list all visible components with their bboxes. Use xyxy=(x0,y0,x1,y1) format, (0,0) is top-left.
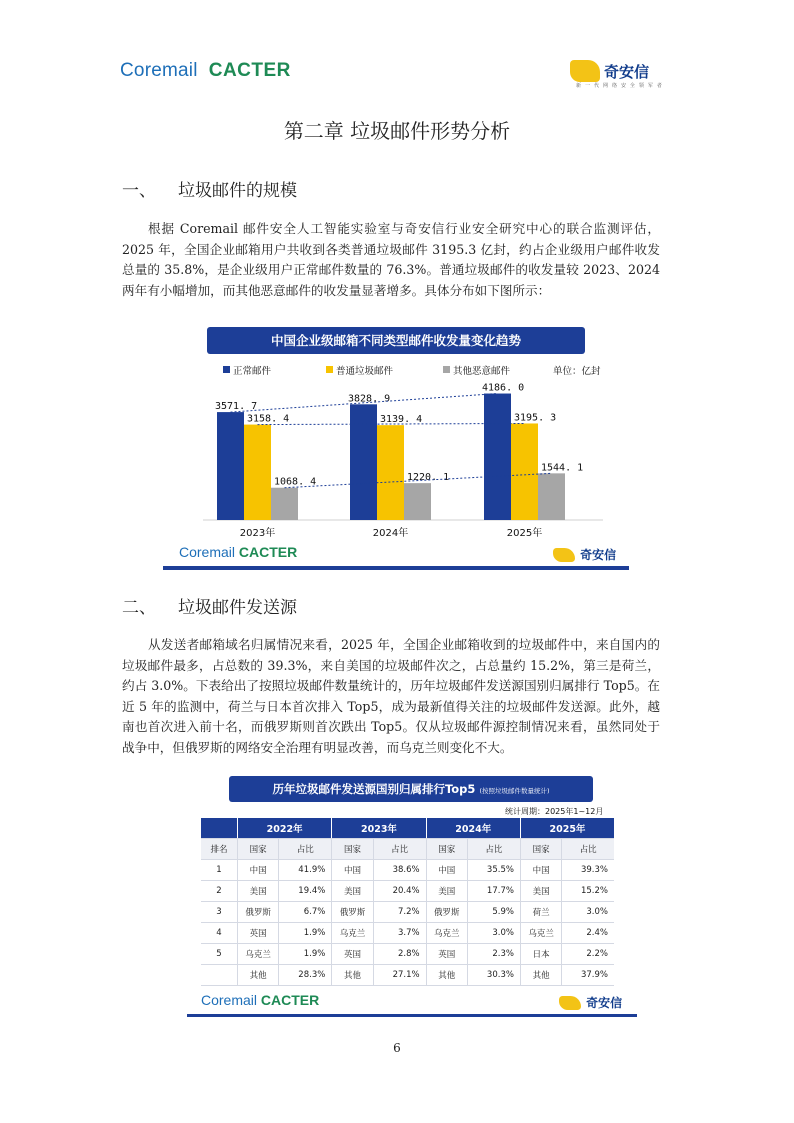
chart-footer-qax-icon xyxy=(553,548,575,562)
bar-0-1 xyxy=(350,404,377,520)
cacter-logo: CACTER xyxy=(208,60,291,81)
rank-cell: 5 xyxy=(201,944,238,965)
top5-table xyxy=(201,818,614,986)
rank-cell xyxy=(201,965,238,986)
x-tick-label: 2025年 xyxy=(506,528,543,539)
share-header: 占比 xyxy=(467,839,520,860)
section-1-heading xyxy=(122,176,297,201)
section-2-paragraph: 从发送者邮箱域名归属情况来看，2025 年，全国企业邮箱收到的垃圾邮件中，来自国内的垃圾邮件最多，占总数的 39.3%，来自美国的垃圾邮件次之，占总量约 15.2%，第三是荷兰，约占 3.0%。下表给出了按照垃圾邮件数量统计的，历年垃圾邮件发送源国别归属排行 Top5。在近 5 年的监测中，荷兰与日本首次排入 Top5，成为最新值得关注的垃圾邮件发送源。此外，越南也首次进入前十名，而俄罗斯则首次跌出 Top5。仅从垃圾邮件源控制情况来看，虽然同处于战争中，但俄罗斯的网络安全治理有明显改善，而乌克兰则变化不大。 xyxy=(122,637,660,755)
year-header: 2022年 xyxy=(238,818,332,839)
qax-tagline: 新 一 代 网 络 安 全 领 军 者 xyxy=(576,83,664,89)
share-cell: 5.9% xyxy=(467,902,520,923)
section-1-paragraph: 根据 Coremail 邮件安全人工智能实验室与奇安信行业安全研究中心的联合监测评估，2025 年，全国企业邮箱用户共收到各类普通垃圾邮件 3195.3 亿封，约占企业级用户邮件收发总量的 35.8%，是企业级用户正常邮件数量的 76.3%。普通垃圾邮件的收发量较 2023、2024 两年有小幅增加，而其他恶意邮件的收发量显著增多。具体分布如下图所示： xyxy=(122,221,660,298)
section-2-number: 二、 xyxy=(122,598,156,618)
table-row xyxy=(201,860,614,881)
country-cell: 中国 xyxy=(238,860,279,881)
qax-mascot-icon xyxy=(570,60,600,82)
table-row xyxy=(201,881,614,902)
data-label: 4186. 0 xyxy=(482,382,525,394)
share-cell: 1.9% xyxy=(279,944,332,965)
x-tick-label: 2023年 xyxy=(239,528,276,539)
country-cell: 美国 xyxy=(520,881,561,902)
data-label: 1544. 1 xyxy=(541,462,584,474)
bar-0-2 xyxy=(484,394,511,520)
share-cell: 15.2% xyxy=(562,881,614,902)
table-title-note: (按照垃圾邮件数量统计) xyxy=(479,787,550,795)
data-label: 3139. 4 xyxy=(380,414,423,426)
bar-1-2 xyxy=(511,423,538,520)
share-cell: 30.3% xyxy=(467,965,520,986)
table-card xyxy=(187,772,637,1018)
share-cell: 35.5% xyxy=(467,860,520,881)
legend-swatch-normal xyxy=(223,366,230,373)
share-cell: 2.8% xyxy=(373,944,426,965)
qax-logo-text: 奇安信 xyxy=(604,63,650,81)
country-cell: 美国 xyxy=(238,881,279,902)
year-header: 2023年 xyxy=(332,818,426,839)
share-cell: 19.4% xyxy=(279,881,332,902)
share-cell: 2.3% xyxy=(467,944,520,965)
share-cell: 3.0% xyxy=(467,923,520,944)
table-row xyxy=(201,965,614,986)
country-cell: 俄罗斯 xyxy=(332,902,373,923)
share-cell: 37.9% xyxy=(562,965,614,986)
country-cell: 英国 xyxy=(238,923,279,944)
legend-swatch-spam xyxy=(326,366,333,373)
chart-footer-coremail: Coremail xyxy=(179,544,236,560)
country-cell: 乌克兰 xyxy=(238,944,279,965)
table-row xyxy=(201,923,614,944)
country-header: 国家 xyxy=(238,839,279,860)
chart-title: 中国企业级邮箱不同类型邮件收发量变化趋势 xyxy=(207,327,585,354)
data-label: 3195. 3 xyxy=(514,412,557,424)
country-cell: 英国 xyxy=(426,944,467,965)
country-cell: 美国 xyxy=(332,881,373,902)
section-2-heading xyxy=(122,593,297,618)
country-cell: 俄罗斯 xyxy=(238,902,279,923)
share-cell: 27.1% xyxy=(373,965,426,986)
country-cell: 日本 xyxy=(520,944,561,965)
bar-2-2 xyxy=(538,473,565,520)
country-cell: 乌克兰 xyxy=(426,923,467,944)
country-cell: 美国 xyxy=(426,881,467,902)
country-header: 国家 xyxy=(520,839,561,860)
x-tick-label: 2024年 xyxy=(372,528,409,539)
country-cell: 乌克兰 xyxy=(332,923,373,944)
share-header: 占比 xyxy=(279,839,332,860)
table-footer-qax xyxy=(559,992,622,1011)
chart-footer-qax xyxy=(553,544,616,563)
rank-cell: 1 xyxy=(201,860,238,881)
chart-footer-strip xyxy=(163,566,629,570)
country-cell: 俄罗斯 xyxy=(426,902,467,923)
section-2-title: 垃圾邮件发送源 xyxy=(178,598,297,618)
rank-header: 排名 xyxy=(201,839,238,860)
table-footer-qax-icon xyxy=(559,996,581,1010)
share-header: 占比 xyxy=(373,839,426,860)
country-cell: 其他 xyxy=(426,965,467,986)
data-label: 3571. 7 xyxy=(215,401,258,413)
chart-footer-cacter: CACTER xyxy=(238,544,298,560)
rank-cell: 2 xyxy=(201,881,238,902)
page-number: 6 xyxy=(393,1041,401,1055)
country-cell: 乌克兰 xyxy=(520,923,561,944)
country-cell: 英国 xyxy=(332,944,373,965)
header-brand-right xyxy=(570,58,670,90)
chart-unit: 单位：亿封 xyxy=(553,366,601,377)
table-footer-brand xyxy=(201,992,319,1008)
share-cell: 6.7% xyxy=(279,902,332,923)
chart-footer-qax-text: 奇安信 xyxy=(580,548,617,562)
data-label: 3158. 4 xyxy=(247,413,290,425)
legend-label-spam: 普通垃圾邮件 xyxy=(336,366,394,377)
table-title: 历年垃圾邮件发送源国别归属排行Top5 xyxy=(272,782,476,796)
legend-swatch-malicious xyxy=(443,366,450,373)
share-cell: 39.3% xyxy=(562,860,614,881)
section-1-number: 一、 xyxy=(122,181,156,201)
share-header: 占比 xyxy=(562,839,614,860)
country-cell: 其他 xyxy=(520,965,561,986)
share-cell: 3.0% xyxy=(562,902,614,923)
bar-0-0 xyxy=(217,412,244,520)
table-period: 统计周期：2025年1~12月 xyxy=(505,807,604,816)
table-column-header-row xyxy=(201,839,614,860)
share-cell: 3.7% xyxy=(373,923,426,944)
rank-cell: 4 xyxy=(201,923,238,944)
chart-card xyxy=(163,322,629,570)
country-cell: 其他 xyxy=(238,965,279,986)
share-cell: 2.2% xyxy=(562,944,614,965)
table-footer-cacter: CACTER xyxy=(260,992,320,1008)
country-cell: 中国 xyxy=(332,860,373,881)
bar-1-1 xyxy=(377,425,404,520)
bar-2-1 xyxy=(404,483,431,520)
data-label: 1220. 1 xyxy=(407,472,450,484)
table-year-row xyxy=(201,818,614,839)
country-header: 国家 xyxy=(332,839,373,860)
table-footer-qax-text: 奇安信 xyxy=(586,996,623,1010)
table-footer-coremail: Coremail xyxy=(201,992,258,1008)
legend-label-malicious: 其他恶意邮件 xyxy=(453,366,511,377)
section-1-title: 垃圾邮件的规模 xyxy=(178,181,297,201)
share-cell: 38.6% xyxy=(373,860,426,881)
chapter-title: 第二章 垃圾邮件形势分析 xyxy=(283,119,511,143)
rank-cell: 3 xyxy=(201,902,238,923)
table-row xyxy=(201,902,614,923)
table-title-bar xyxy=(229,776,593,802)
share-cell: 7.2% xyxy=(373,902,426,923)
coremail-logo: Coremail xyxy=(120,60,198,81)
table-row xyxy=(201,944,614,965)
table-footer-strip xyxy=(187,1014,637,1017)
bar-chart xyxy=(163,378,629,548)
bar-1-0 xyxy=(244,425,271,520)
country-cell: 荷兰 xyxy=(520,902,561,923)
header-brand-left xyxy=(120,60,291,82)
country-header: 国家 xyxy=(426,839,467,860)
country-cell: 中国 xyxy=(520,860,561,881)
data-label: 3828. 9 xyxy=(348,393,391,405)
legend-label-normal: 正常邮件 xyxy=(233,366,272,377)
data-label: 1068. 4 xyxy=(274,476,317,488)
country-cell: 中国 xyxy=(426,860,467,881)
year-header: 2025年 xyxy=(520,818,614,839)
chart-footer-brand xyxy=(179,544,297,560)
share-cell: 17.7% xyxy=(467,881,520,902)
share-cell: 2.4% xyxy=(562,923,614,944)
share-cell: 1.9% xyxy=(279,923,332,944)
bar-2-0 xyxy=(271,488,298,520)
share-cell: 28.3% xyxy=(279,965,332,986)
country-cell: 其他 xyxy=(332,965,373,986)
share-cell: 20.4% xyxy=(373,881,426,902)
year-header: 2024年 xyxy=(426,818,520,839)
share-cell: 41.9% xyxy=(279,860,332,881)
